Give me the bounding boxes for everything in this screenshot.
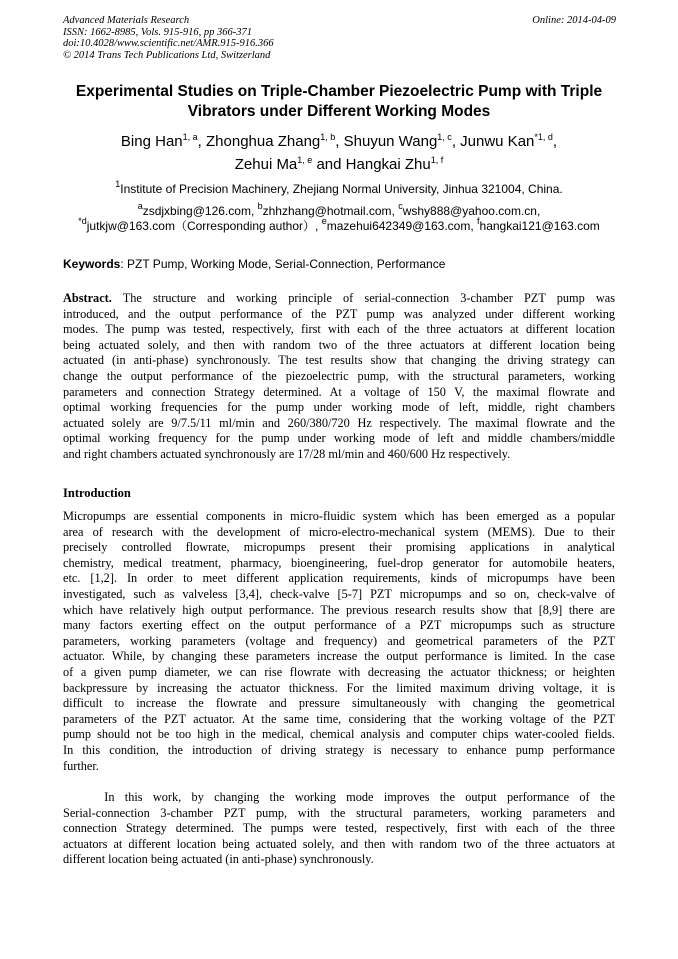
affiliation-text: Institute of Precision Machinery, Zhejiang Normal University, Jinhua 321004, China.: [120, 182, 563, 196]
author-sup: 1, c: [437, 132, 452, 142]
paper-title: [40, 82, 638, 122]
body-line: actuator. While, by changing these parameters increase the output performance is limited. In the case: [63, 649, 615, 664]
email-address: mazehui642349@163.com,: [326, 219, 477, 233]
body-line: of a given pump diameter, we can rise flowrate with decreasing the actuator thickness; or heighten: [63, 664, 615, 679]
body-line: which have relatively high output performance. The previous research results show that [8,9] there are: [63, 602, 615, 617]
title-line: Vibrators under Different Working Modes: [187, 103, 491, 120]
title-line: Experimental Studies on Triple-Chamber Piezoelectric Pump with Triple: [75, 83, 603, 100]
author-name: Hangkai Zhu: [345, 156, 431, 173]
email-sup: e: [321, 216, 327, 226]
abstract-line: introduced, and the output performance of the PZT pump was analyzed under different working: [63, 306, 615, 321]
author-name: Shuyun Wang: [343, 133, 438, 150]
body-line: Micropumps are essential components in micro-fluidic system which has been emerged as a popular: [63, 509, 615, 523]
abstract-line-text: The structure and working principle of serial-connection 3-chamber PZT pump was: [111, 291, 615, 305]
author-sep: and: [312, 156, 346, 173]
body-line: actuators at different location being actuated solely, and then with random two of the three actuators at: [63, 836, 615, 851]
author-sup: *1, d: [534, 132, 553, 142]
author-sup: 1, f: [430, 155, 444, 165]
journal-name: Advanced Materials Research: [63, 15, 190, 26]
body-line: many factors exerting effect on the output performance of a PZT micropumps such as structure: [63, 618, 615, 633]
online-date: Online: 2014-04-09: [532, 15, 616, 26]
affiliation: [30, 179, 648, 197]
author-name: Bing Han: [120, 133, 183, 150]
keywords: [63, 257, 445, 272]
author-sup: 1, e: [297, 155, 313, 165]
abstract-line: optimal working frequencies for the pump under working mode of left, middle, right chambers: [63, 400, 615, 415]
author-sep: ,: [197, 133, 206, 150]
abstract-line: actuated solely are 9/7.5/11 ml/min and 260/380/720 Hz respectively. The maximal flowrate and the: [63, 415, 615, 430]
journal-doi: doi:10.4028/www.scientific.net/AMR.915-916.366: [63, 38, 274, 49]
email-sup: b: [257, 201, 263, 211]
email-address: zhhzhang@hotmail.com,: [262, 204, 399, 218]
body-line: In this condition, the introduction of driving strategy is necessary to enhance pump performance: [63, 742, 615, 757]
abstract-label: Abstract.: [63, 291, 112, 305]
email-sup: *d: [78, 216, 87, 226]
abstract-line: actuated (in anti-phase) synchronously. The test results show that changing the driving strategy can: [63, 353, 615, 368]
keywords-label: Keywords: [63, 257, 121, 271]
body-line: chemistry, medical treatment, pharmacy, bioengineering, fuel-drop generator for automobile heaters,: [63, 555, 615, 570]
email-address: wshy888@yahoo.com.cn,: [402, 204, 541, 218]
abstract-line: optimal working frequency for the pump under working mode of left and middle chambers/middle: [63, 431, 615, 446]
body-line: precisely controlled flowrate, micropumps present their promising applications in analytical: [63, 540, 615, 555]
author-name: Zehui Ma: [234, 156, 298, 173]
journal-issn: ISSN: 1662-8985, Vols. 915-916, pp 366-371: [63, 26, 252, 38]
author-sep: ,: [451, 133, 461, 150]
email-address: zsdjxbing@126.com,: [142, 204, 258, 218]
email-line: [30, 216, 648, 234]
body-line: In this work, by changing the working mode improves the output performance of the: [63, 790, 615, 804]
body-line: Serial-connection 3-chamber PZT pump, with the structural parameters, working parameters and: [63, 805, 615, 820]
abstract-line: parameters and connection Strategy determined. At a voltage of 150 V, the maximal flowrate and: [63, 384, 615, 399]
affiliation-sup: 1: [115, 179, 121, 189]
author-line: [40, 155, 638, 175]
body-line: different location being actuated (in anti-phase) synchronously.: [63, 852, 374, 867]
introduction-paragraph: [63, 790, 615, 868]
body-line: parameters, working parameters (voltage and frequency) and geometrical parameters of the PZT: [63, 633, 615, 648]
author-sep: ,: [335, 133, 344, 150]
section-heading-introduction: Introduction: [63, 486, 131, 500]
email-sup: f: [477, 216, 480, 226]
email-sup: c: [398, 201, 403, 211]
author-sep: ,: [552, 133, 558, 150]
journal-info: [63, 15, 274, 61]
author-name: Zhonghua Zhang: [206, 133, 321, 150]
author-line: [40, 132, 638, 152]
body-line: parameters of the PZT actuator. At the same time, considering that the working voltage of the PZT: [63, 711, 615, 726]
email-address: jutkjw@163.com（Corresponding author）,: [86, 219, 322, 233]
introduction-paragraph: [63, 509, 615, 774]
abstract-line: being actuated solely, and then with random two of the three actuators at different location being: [63, 337, 615, 352]
body-line: pump should not be too high in the medical, chemical analysis and computer chips water-cooled fields.: [63, 727, 615, 742]
body-line: etc. [1,2]. In order to meet different application requirements, kinds of micropumps have been: [63, 571, 615, 586]
abstract-line: and right chambers actuated synchronously are 17/28 ml/min and 460/600 Hz respectively.: [63, 446, 511, 461]
journal-copyright: © 2014 Trans Tech Publications Ltd, Switzerland: [63, 49, 271, 61]
body-line: area of research with the development of micro-electro-mechanical system (MEMS). Due to their: [63, 524, 615, 539]
author-sup: 1, b: [320, 132, 336, 142]
abstract-line: [63, 291, 615, 307]
body-line: investigated, such as valveless [3,4], check-valve [5-7] PZT micropumps and so on, check-valve of: [63, 586, 615, 601]
author-sup: 1, a: [182, 132, 198, 142]
abstract-line: change the output performance of the piezoelectric pump, with the structural parameters, working: [63, 368, 615, 383]
email-address: hangkai121@163.com: [479, 219, 600, 233]
body-line: difficult to increase the flowrate and pressure simultaneously with changing the geometrical: [63, 696, 615, 711]
keywords-text: : PZT Pump, Working Mode, Serial-Connection, Performance: [120, 257, 446, 271]
email-line: [30, 201, 648, 219]
body-line: connection Strategy determined. The pumps were tested, respectively, first with each of the three: [63, 821, 615, 836]
email-sup: a: [137, 201, 143, 211]
body-line: backpressure by increasing the actuator thickness. For the limited maximum driving voltage, it is: [63, 680, 615, 695]
body-line: further.: [63, 758, 99, 773]
abstract: [63, 291, 615, 463]
author-name: Junwu Kan: [460, 133, 535, 150]
abstract-line: modes. The pump was tested, respectively, first with each of the three actuators at different location: [63, 322, 615, 337]
